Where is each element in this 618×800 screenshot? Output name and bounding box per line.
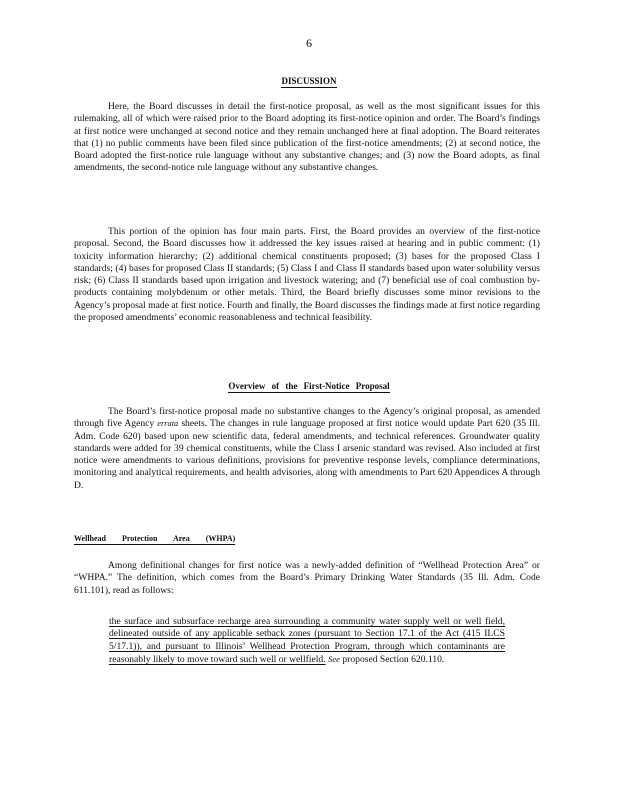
- page-number: 6: [306, 36, 312, 50]
- errata-word: errata: [157, 419, 179, 429]
- overview-heading: [0, 381, 618, 393]
- whpa-heading: [74, 534, 235, 543]
- see-signal: See: [328, 653, 340, 664]
- discussion-paragraph-2: This portion of the opinion has four main parts. First, the Board provides an overview of the first-notice proposal. Second, the Board discusses how it addressed the key issues raised at hearing and in public comment: (1) toxicity information hierarchy; (2) additional chemical constituents proposed; (3) bases for the proposed Class I standards; (4) bases for proposed Class II standards; (5) Class I and Class II standards based upon water solubility versus risk; (6) Class II standards based upon irrigation and livestock watering; and (7) beneficial use of coal combustion by-products containing molybdenum or other metals. Third, the Board briefly discusses some minor revisions to the Agency’s proposal made at first notice. Fourth and finally, the Board discusses the findings made at first notice regarding the proposed amendments’ economic reasonableness and technical feasibility.: [74, 226, 540, 324]
- discussion-heading-text: DISCUSSION: [281, 76, 337, 86]
- overview-paragraph: [74, 406, 540, 492]
- discussion-paragraph-1: Here, the Board discusses in detail the first-notice proposal, as well as the most significant issues for this rulemaking, all of which were raised prior to the Board adopting its first-notice opinion and order. The Board’s findings at first notice were unchanged at second notice and they remain unchanged here at final adoption. The Board reiterates that (1) no public comments have been filed since publication of the first-notice amendments; (2) at second notice, the Board adopted the first-notice rule language without any substantive changes; and (3) now the Board adopts, as final amendments, the second-notice rule language without any substantive changes.: [74, 101, 540, 174]
- overview-text-before-errata: The Board’s first-notice proposal made no substantive changes to the Agency’s original proposal, as amended through five Agency: [74, 406, 540, 430]
- overview-text-after-errata: sheets. The changes in rule language proposed at first notice would update Part 620 (35 Ill. Adm. Code 620) based upon new scientific data, federal amendments, and technical references. Groundwater quality standards were added for 39 chemical constituents, while the Class I arsenic standard was revised. Also included at first notice were amendments to various definitions, provisions for preventive response levels, compliance determinations, monitoring and analytical requirements, and health advisories, along with amendments to Part 620 Appendices A through D.: [74, 418, 540, 491]
- whpa-paragraph: Among definitional changes for first notice was a newly-added definition of “Wellhead Protection Area” or “WHPA.” The definition, which comes from the Board’s Primary Drinking Water Standards (35 Ill. Adm. Code 611.101), read as follows:: [74, 560, 540, 596]
- quoted-definition: the surface and subsurface recharge area surrounding a community water supply well or well field, delineated outside of any applicable setback zones (pursuant to Section 17.1 of the Act (415 ILCS 5/17.1)), and pursuant to Illinois’ Wellhead Protection Program, through which contaminants are reasonably likely to move toward such well or wellfield.: [109, 616, 505, 665]
- discussion-heading: [0, 76, 618, 88]
- whpa-heading-text: Wellhead Protection Area (WHPA): [74, 534, 236, 543]
- overview-heading-text: Overview of the First-Notice Proposal: [228, 381, 390, 391]
- whpa-definition-quote: [109, 616, 505, 666]
- quote-citation: proposed Section 620.110.: [342, 653, 445, 665]
